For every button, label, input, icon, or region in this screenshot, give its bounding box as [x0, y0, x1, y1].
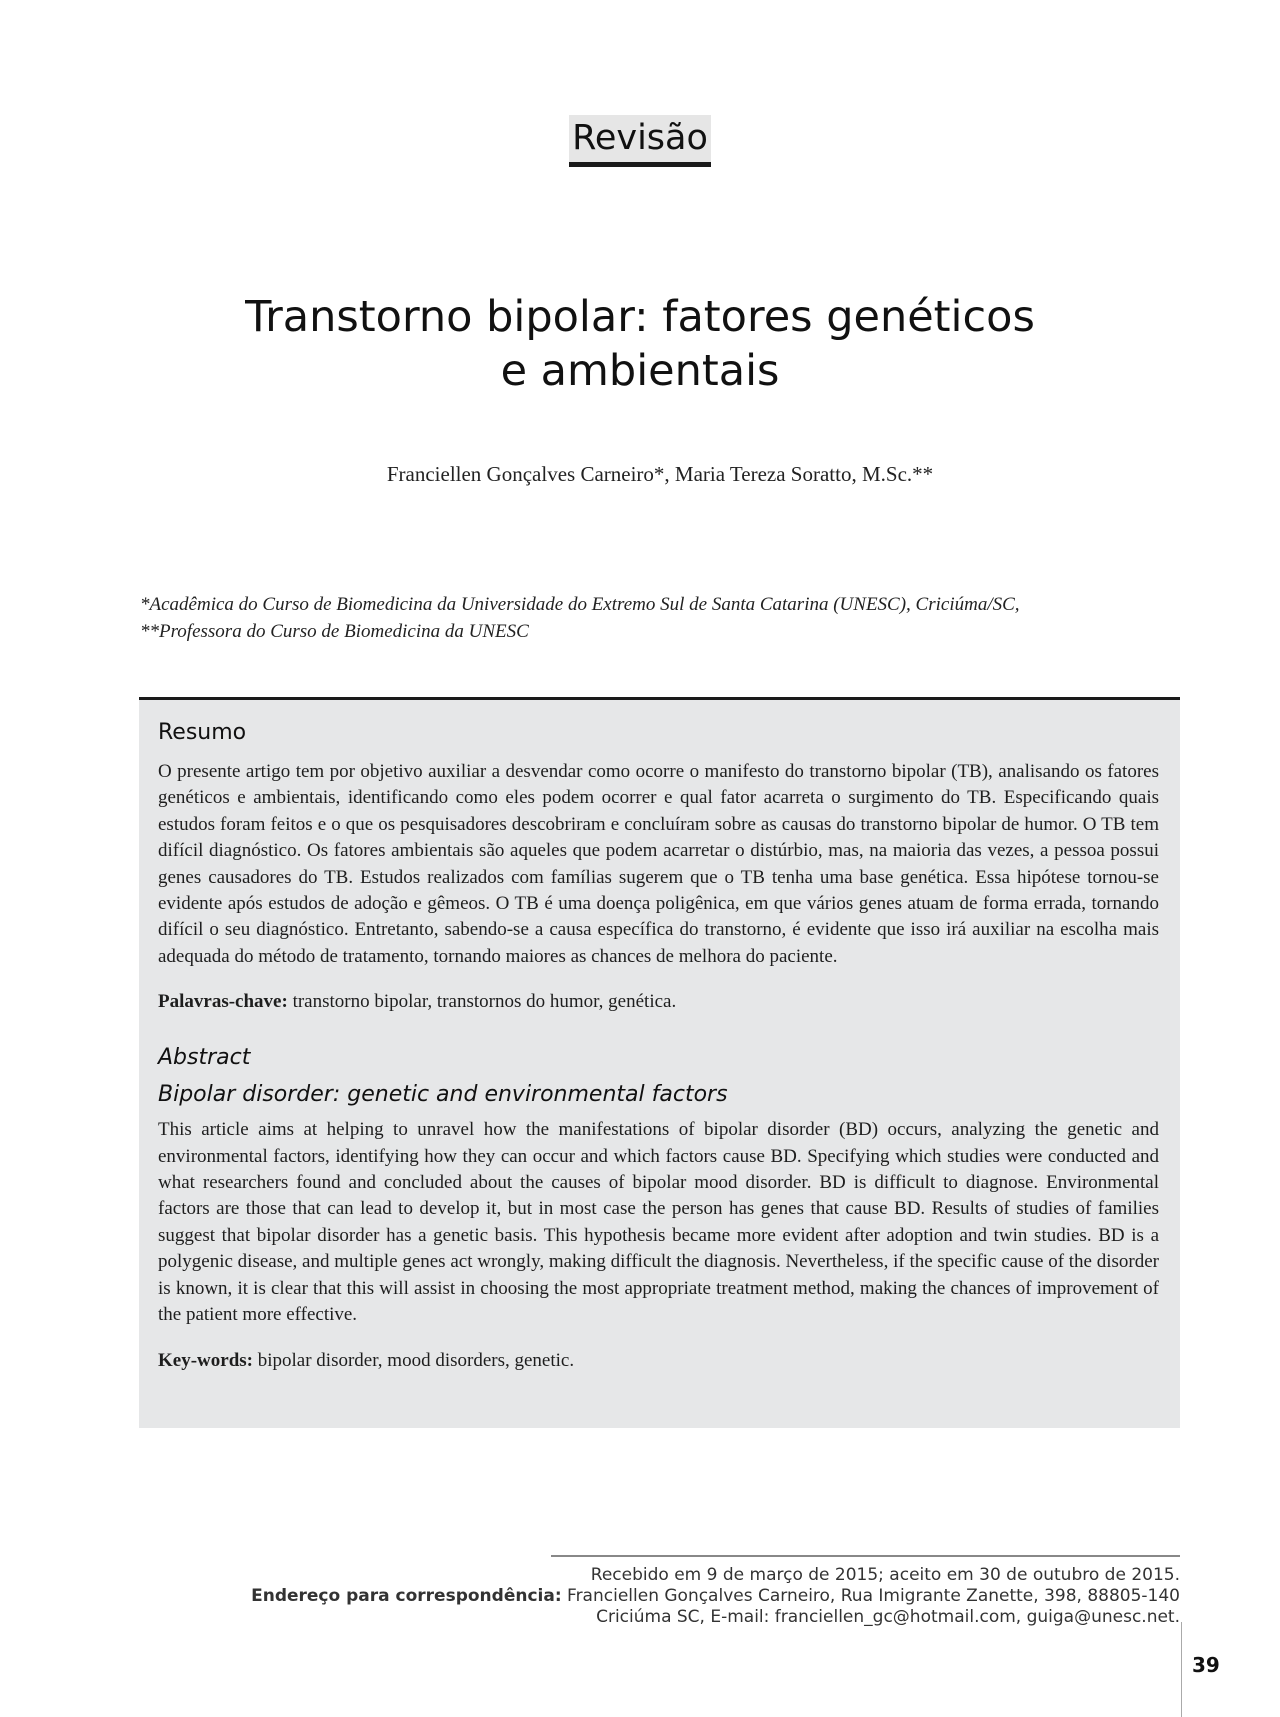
correspondence-line-1: [251, 1586, 1180, 1607]
correspondence-line-2: Criciúma SC, E-mail: franciellen_gc@hotmail.com, guiga@unesc.net.: [596, 1607, 1180, 1627]
abstract-box: [139, 697, 1180, 1428]
affiliation-2: **Professora do Curso de Biomedicina da UNESC: [140, 621, 529, 642]
resumo-keywords: [158, 989, 1159, 1015]
received-date: Recebido em 9 de março de 2015; aceito em 30 de outubro de 2015.: [590, 1565, 1180, 1585]
affiliations: [140, 591, 1180, 645]
resumo-keywords-value: transtorno bipolar, transtornos do humor, genética.: [292, 991, 677, 1013]
section-label-wrapper: [0, 115, 1280, 167]
section-label: Revisão: [569, 115, 711, 167]
article-title: [140, 290, 1140, 398]
page-number: 39: [1192, 1653, 1220, 1677]
resumo-text: O presente artigo tem por objetivo auxiliar a desvendar como ocorre o manifesto do transtorno bipolar (TB), analisando os fatores genéticos e ambientais, identificando como eles podem ocorrer e qual fator acarreta o surgimento do TB. Especificando quais estudos foram feitos e o que os pesquisadores descobriram e concluíram sobre as causas do transtorno bipolar de humor. O TB tem difícil diagnóstico. Os fatores ambientais são aqueles que podem acarretar o distúrbio, mas, na maioria das vezes, a pessoa possui genes causadores do TB. Estudos realizados com famílias sugerem que o TB tenha uma base genética. Essa hipótese tornou-se evidente após estudos de adoção e gêmeos. O TB é uma doença poligênica, em que vários genes atuam de forma errada, tornando difícil o seu diagnóstico. Entretanto, sabendo-se a causa específica do transtorno, é evidente que isso irá auxiliar na escolha mais adequada do método de tratamento, tornando maiores as chances de melhora do paciente.: [158, 761, 1159, 967]
article-title-line-2: e ambientais: [500, 346, 780, 396]
abstract-heading: Abstract: [158, 1045, 251, 1071]
correspondence-label: Endereço para correspondência:: [251, 1586, 562, 1606]
authors: Franciellen Gonçalves Carneiro*, Maria Tereza Soratto, M.Sc.**: [386, 462, 934, 486]
resumo-keywords-label: Palavras-chave:: [158, 991, 288, 1013]
correspondence-address: Franciellen Gonçalves Carneiro, Rua Imigrante Zanette, 398, 88805-140: [567, 1586, 1180, 1606]
article-title-line-1: Transtorno bipolar: fatores genéticos: [245, 292, 1035, 342]
footer: [251, 1565, 1180, 1628]
abstract-text: This article aims at helping to unravel how the manifestations of bipolar disorder (BD) occurs, analyzing the genetic and environmental factors, identifying how they can occur and which factors cause BD. Specifying which studies were conducted and what researchers found and concluded about the causes of bipolar mood disorder. BD is difficult to diagnose. Environmental factors are those that can lead to develop it, but in most case the person has genes that cause BD. Results of studies of families suggest that bipolar disorder has a genetic basis. This hypothesis became more evident after adoption and twin studies. BD is a polygenic disease, and multiple genes act wrongly, making difficult the diagnosis. Nevertheless, if the specific cause of the disorder is known, it is clear that this will assist in choosing the most appropriate treatment method, making the chances of improvement of the patient more effective.: [158, 1119, 1159, 1326]
abstract-keywords-label: Key-words:: [158, 1349, 253, 1371]
footer-divider: [551, 1555, 1180, 1557]
resumo-heading: Resumo: [158, 720, 247, 745]
abstract-keywords: [158, 1348, 1159, 1374]
abstract-keywords-value: bipolar disorder, mood disorders, genetic.: [257, 1349, 575, 1371]
affiliation-1: *Acadêmica do Curso de Biomedicina da Universidade do Extremo Sul de Santa Catarina (UNESC), Criciúma/SC,: [140, 594, 1020, 615]
abstract-subtitle: Bipolar disorder: genetic and environmental factors: [158, 1082, 728, 1108]
page-number-divider: [1181, 1622, 1182, 1717]
